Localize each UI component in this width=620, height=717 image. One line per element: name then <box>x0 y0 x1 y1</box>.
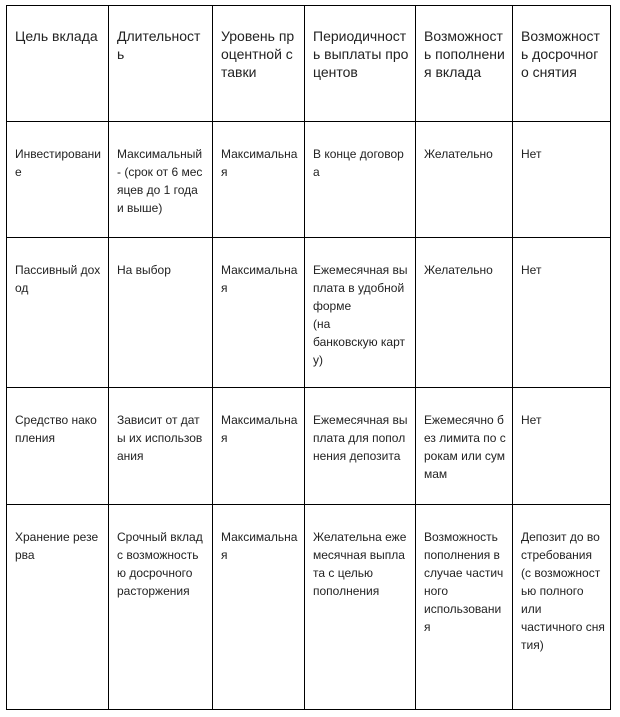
table-row <box>7 388 611 505</box>
cell-withdrawal: Нет <box>513 122 611 238</box>
table-row <box>7 238 611 388</box>
cell-top-up: Желательно <box>416 238 513 388</box>
cell-withdrawal: Нет <box>513 388 611 505</box>
cell-rate: Максимальная <box>213 388 305 505</box>
cell-rate: Максимальная <box>213 238 305 388</box>
cell-rate: Максимальная <box>213 505 305 710</box>
header-deposit-goal: Цель вклада <box>7 6 109 122</box>
table-row <box>7 505 611 710</box>
table-row <box>7 122 611 238</box>
header-early-withdrawal: Возможность досрочного снятия <box>513 6 611 122</box>
cell-withdrawal: Депозит до востребования (с возможностью полного или частичного снятия) <box>513 505 611 710</box>
cell-top-up: Ежемесячно без лимита по срокам или суммам <box>416 388 513 505</box>
cell-frequency: Ежемесячная выплата в удобной форме (на банковскую карту) <box>305 238 416 388</box>
cell-frequency: В конце договора <box>305 122 416 238</box>
cell-duration: Зависит от даты их использования <box>109 388 213 505</box>
deposit-goals-table <box>6 5 611 710</box>
cell-goal: Инвестирование <box>7 122 109 238</box>
cell-withdrawal: Нет <box>513 238 611 388</box>
cell-frequency: Желательна ежемесячная выплата с целью пополнения <box>305 505 416 710</box>
header-interest-rate: Уровень процентной ставки <box>213 6 305 122</box>
cell-goal: Пассивный доход <box>7 238 109 388</box>
cell-frequency: Ежемесячная выплата для пополнения депозита <box>305 388 416 505</box>
cell-rate: Максимальная <box>213 122 305 238</box>
cell-top-up: Возможность пополнения в случае частичного использования <box>416 505 513 710</box>
cell-duration: На выбор <box>109 238 213 388</box>
cell-goal: Хранение резерва <box>7 505 109 710</box>
cell-top-up: Желательно <box>416 122 513 238</box>
cell-duration: Срочный вклад с возможностью досрочного расторжения <box>109 505 213 710</box>
cell-goal: Средство накопления <box>7 388 109 505</box>
header-duration: Длительность <box>109 6 213 122</box>
header-payout-frequency: Периодичность выплаты процентов <box>305 6 416 122</box>
table-header-row <box>7 6 611 122</box>
header-top-up: Возможность пополнения вклада <box>416 6 513 122</box>
cell-duration: Максимальный - (срок от 6 месяцев до 1 года и выше) <box>109 122 213 238</box>
